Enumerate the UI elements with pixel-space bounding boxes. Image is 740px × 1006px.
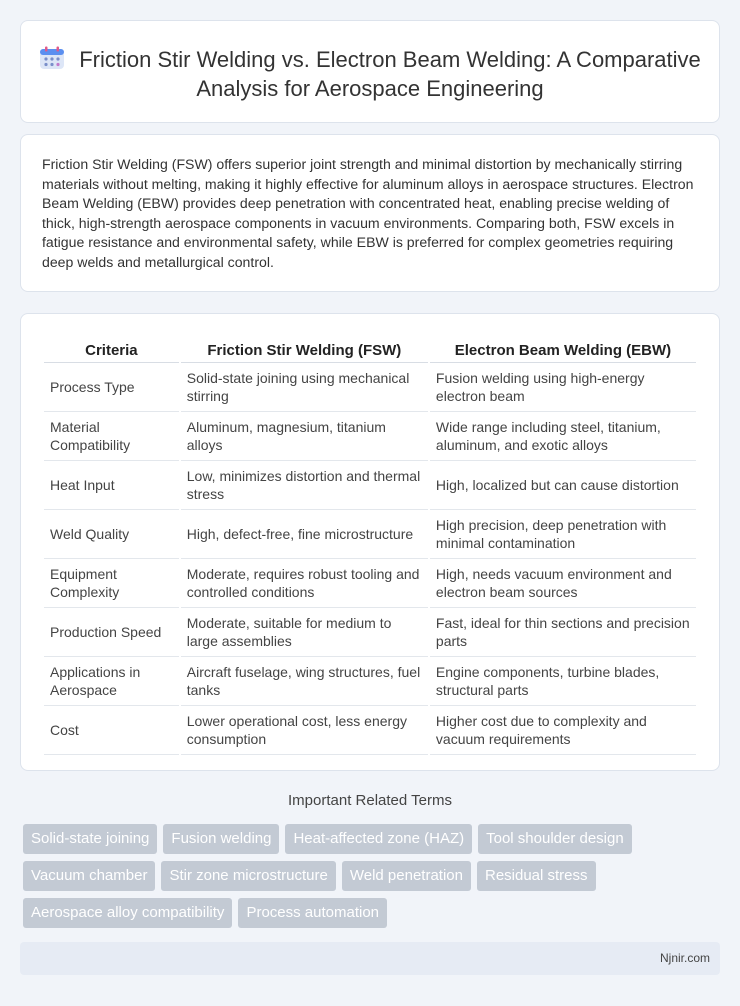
cell-criteria: Production Speed (44, 608, 179, 657)
cell-criteria: Cost (44, 706, 179, 755)
table-row (44, 559, 696, 608)
calendar-icon (39, 46, 65, 70)
header-ebw: Electron Beam Welding (EBW) (430, 333, 696, 363)
cell-ebw: Higher cost due to complexity and vacuum requirements (430, 706, 696, 755)
header-criteria: Criteria (44, 333, 179, 363)
cell-ebw: Fusion welding using high-energy electron beam (430, 363, 696, 412)
table-row (44, 461, 696, 510)
cell-ebw: Wide range including steel, titanium, aluminum, and exotic alloys (430, 412, 696, 461)
title-card (20, 20, 720, 123)
comparison-table-card (20, 313, 720, 771)
table-row (44, 412, 696, 461)
term-tag[interactable]: Fusion welding (163, 824, 279, 854)
header-fsw: Friction Stir Welding (FSW) (181, 333, 428, 363)
table-row (44, 510, 696, 559)
cell-ebw: Fast, ideal for thin sections and precision parts (430, 608, 696, 657)
cell-fsw: Solid-state joining using mechanical stirring (181, 363, 428, 412)
term-tag[interactable]: Weld penetration (342, 861, 471, 891)
cell-fsw: Lower operational cost, less energy consumption (181, 706, 428, 755)
table-row (44, 608, 696, 657)
cell-ebw: High, localized but can cause distortion (430, 461, 696, 510)
cell-criteria: Equipment Complexity (44, 559, 179, 608)
term-tag[interactable]: Stir zone microstructure (161, 861, 335, 891)
intro-card (20, 134, 720, 292)
cell-criteria: Heat Input (44, 461, 179, 510)
cell-criteria: Applications in Aerospace (44, 657, 179, 706)
term-tag[interactable]: Tool shoulder design (478, 824, 632, 854)
cell-criteria: Process Type (44, 363, 179, 412)
comparison-table (42, 333, 698, 755)
footer-site-link[interactable]: Njnir.com (659, 951, 710, 965)
page-title-wrap (21, 45, 719, 103)
table-row (44, 363, 696, 412)
cell-fsw: Moderate, suitable for medium to large assemblies (181, 608, 428, 657)
cell-fsw: Aircraft fuselage, wing structures, fuel tanks (181, 657, 428, 706)
cell-ebw: Engine components, turbine blades, structural parts (430, 657, 696, 706)
term-tag[interactable]: Process automation (238, 898, 387, 928)
cell-fsw: High, defect-free, fine microstructure (181, 510, 428, 559)
cell-fsw: Low, minimizes distortion and thermal stress (181, 461, 428, 510)
term-tag[interactable]: Aerospace alloy compatibility (23, 898, 232, 928)
table-row (44, 657, 696, 706)
table-row (44, 706, 696, 755)
cell-fsw: Moderate, requires robust tooling and controlled conditions (181, 559, 428, 608)
related-terms-heading: Important Related Terms (288, 792, 452, 809)
cell-criteria: Material Compatibility (44, 412, 179, 461)
page-title: Friction Stir Welding vs. Electron Beam Welding: A Comparative Analysis for Aerospace Engineering (79, 47, 701, 101)
cell-ebw: High, needs vacuum environment and electron beam sources (430, 559, 696, 608)
term-tag[interactable]: Residual stress (477, 861, 596, 891)
footer (20, 942, 720, 975)
table-header-row (44, 333, 696, 363)
term-tag[interactable]: Heat-affected zone (HAZ) (285, 824, 472, 854)
term-tag[interactable]: Solid-state joining (23, 824, 157, 854)
cell-criteria: Weld Quality (44, 510, 179, 559)
term-tag[interactable]: Vacuum chamber (23, 861, 155, 891)
cell-ebw: High precision, deep penetration with minimal contamination (430, 510, 696, 559)
intro-paragraph: Friction Stir Welding (FSW) offers superior joint strength and minimal distortion by mechanically stirring materials without melting, making it highly effective for aluminum alloys in aerospace structures. Electron Beam Welding (EBW) provides deep penetration with concentrated heat, enabling precise welding of thick, high-strength aerospace components in vacuum environments. Comparing both, FSW excels in fatigue resistance and environmental safety, while EBW is preferred for complex geometries requiring deep welds and metallurgical control. (42, 156, 694, 270)
related-terms-list (23, 824, 723, 935)
cell-fsw: Aluminum, magnesium, titanium alloys (181, 412, 428, 461)
